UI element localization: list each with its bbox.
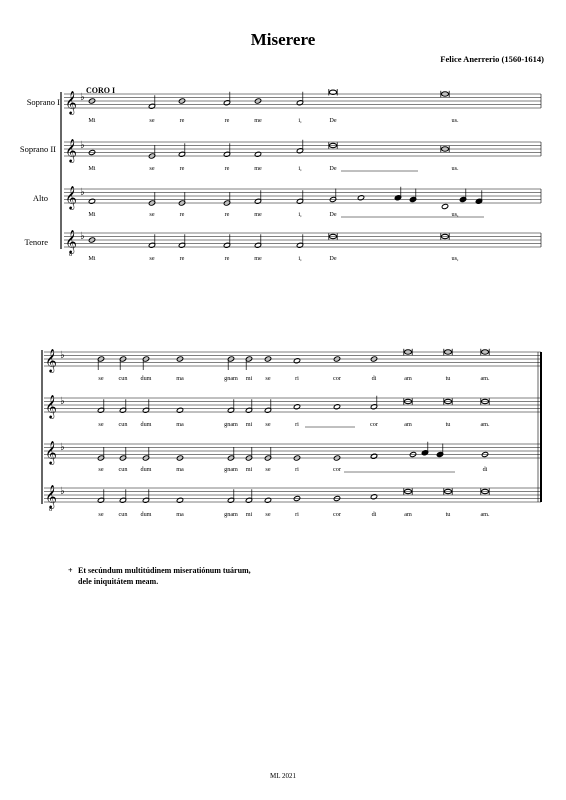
flat-key-signature: ♭ — [60, 350, 65, 361]
lyric-syllable: am — [404, 511, 412, 518]
whole-note — [357, 195, 364, 201]
lyric-syllable: us. — [451, 117, 459, 124]
half-note — [178, 192, 185, 206]
half-note — [223, 192, 230, 206]
treble-clef-icon: 𝄞 — [65, 185, 77, 209]
lyric-syllable: di — [482, 466, 488, 473]
treble-clef-icon: 𝄞 — [45, 484, 57, 508]
lyric-syllable: De — [329, 117, 337, 124]
lyric-syllable: cun — [118, 375, 128, 382]
quarter-note — [459, 189, 466, 203]
lyric-syllable: tu — [445, 375, 451, 382]
lyric-syllable: mi — [245, 375, 253, 382]
lyric-syllable: se — [265, 466, 271, 473]
half-note — [227, 356, 234, 370]
lyric-syllable: am. — [480, 421, 490, 428]
whole-note — [254, 151, 261, 157]
staff-system2-voice2 — [44, 398, 541, 412]
notehead — [293, 404, 300, 410]
notehead — [176, 407, 183, 413]
lyric-syllable: cun — [118, 466, 128, 473]
lyric-syllable: se — [149, 165, 155, 172]
breve-note — [329, 89, 337, 95]
lyric-syllable: us, — [451, 255, 459, 262]
half-note — [148, 145, 155, 159]
voice-label-soprano-2: Soprano II — [19, 144, 56, 154]
treble-clef-icon: 𝄞 — [65, 90, 77, 114]
verse-line-2: dele iniquitátem meam. — [78, 577, 159, 586]
flat-key-signature: ♭ — [80, 231, 85, 242]
lyric-syllable: cor — [333, 466, 341, 473]
half-note — [245, 356, 252, 370]
half-note — [97, 447, 104, 461]
lyric-syllable: se — [149, 211, 155, 218]
flat-key-signature: ♭ — [60, 442, 65, 453]
quarter-note — [436, 444, 443, 458]
lyric-syllable: gnam — [224, 466, 238, 473]
whole-note — [293, 404, 300, 410]
half-note — [245, 447, 252, 461]
treble-clef-icon: 𝄞 — [45, 394, 57, 418]
half-note — [119, 447, 126, 461]
whole-note — [370, 494, 377, 500]
lyric-syllable: mi — [245, 511, 253, 518]
lyric-syllable: dum — [140, 375, 152, 382]
voice-label-soprano-1: Soprano I — [26, 97, 60, 107]
lyric-syllable: i, — [298, 117, 302, 124]
lyric-syllable: se — [98, 466, 104, 473]
voice-label-alto: Alto — [32, 193, 48, 203]
notehead — [176, 497, 183, 503]
lyric-syllable: cor — [333, 511, 341, 518]
half-note — [227, 447, 234, 461]
page-title: Miserere — [250, 30, 316, 49]
half-note — [142, 447, 149, 461]
lyric-syllable: ri — [295, 375, 299, 382]
treble-clef-icon: 𝄞 — [65, 138, 77, 162]
lyric-syllable: am — [404, 375, 412, 382]
lyric-syllable: re — [179, 117, 185, 124]
lyric-syllable: De — [329, 211, 337, 218]
lyric-syllable: cun — [118, 511, 128, 518]
lyric-syllable: ma — [176, 466, 184, 473]
lyric-syllable: se — [98, 511, 104, 518]
notehead — [357, 195, 364, 201]
flat-key-signature: ♭ — [60, 396, 65, 407]
staff-system2-voice3 — [44, 444, 541, 458]
lyric-syllable: se — [265, 511, 271, 518]
lyric-syllable: dum — [140, 511, 152, 518]
lyric-syllable: di — [371, 375, 377, 382]
lyric-syllable: se — [265, 421, 271, 428]
treble-clef-icon: 𝄞 — [45, 348, 57, 372]
staff-system2-voice1 — [44, 352, 541, 366]
lyric-syllable: i, — [298, 211, 302, 218]
lyric-syllable: ri — [295, 421, 299, 428]
whole-note — [176, 407, 183, 413]
lyric-syllable: dum — [140, 466, 152, 473]
half-note — [148, 192, 155, 206]
whole-note — [293, 358, 300, 364]
octave-mark: 8 — [69, 252, 72, 258]
half-note — [97, 356, 104, 370]
lyric-syllable: Mi — [88, 165, 96, 172]
lyric-syllable: ma — [176, 375, 184, 382]
whole-note — [333, 404, 340, 410]
lyric-syllable: cun — [118, 421, 128, 428]
lyric-syllable: re — [179, 165, 185, 172]
flat-key-signature: ♭ — [60, 486, 65, 497]
lyric-syllable: mi — [245, 421, 253, 428]
lyric-syllable: Mi — [88, 211, 96, 218]
lyric-syllable: i, — [298, 255, 302, 262]
notehead — [441, 203, 448, 209]
lyric-syllable: Mi — [88, 255, 96, 262]
half-note — [329, 189, 336, 203]
lyric-syllable: se — [98, 375, 104, 382]
lyric-syllable: us, — [451, 211, 459, 218]
lyric-syllable: gnam — [224, 375, 238, 382]
whole-note — [88, 198, 95, 204]
lyric-syllable: re — [224, 255, 230, 262]
notehead — [370, 494, 377, 500]
whole-note — [370, 453, 377, 459]
flat-key-signature: ♭ — [80, 140, 85, 151]
lyric-syllable: se — [149, 255, 155, 262]
lyric-syllable: tu — [445, 421, 451, 428]
lyric-syllable: me — [254, 255, 262, 262]
lyric-syllable: ri — [295, 511, 299, 518]
verse-text — [68, 565, 251, 587]
lyric-syllable: Mi — [88, 117, 96, 124]
lyric-syllable: cor — [370, 421, 378, 428]
lyric-syllable: gnam — [224, 421, 238, 428]
lyric-syllable: De — [329, 165, 337, 172]
whole-note — [441, 203, 448, 209]
lyric-syllable: me — [254, 165, 262, 172]
half-note — [119, 356, 126, 370]
lyric-syllable: re — [224, 117, 230, 124]
composer-credit: Felice Anerrerio (1560-1614) — [440, 54, 544, 64]
verse-mark: + — [68, 566, 73, 575]
lyric-syllable: mi — [245, 466, 253, 473]
half-note — [264, 447, 271, 461]
half-note — [142, 356, 149, 370]
whole-note — [264, 497, 271, 503]
section-marker: CORO I — [86, 86, 116, 95]
lyric-syllable: ma — [176, 511, 184, 518]
lyric-syllable: am — [404, 421, 412, 428]
staff-system2-voice4 — [44, 488, 541, 502]
notehead — [293, 358, 300, 364]
lyric-syllable: re — [179, 255, 185, 262]
lyric-syllable: re — [179, 211, 185, 218]
lyric-syllable: cor — [333, 375, 341, 382]
notehead — [254, 151, 261, 157]
voice-label-tenore: Tenore — [24, 237, 48, 247]
lyric-syllable: se — [265, 375, 271, 382]
verse-line-1: Et secúndum multitúdinem miseratiónum tuárum, — [78, 566, 251, 575]
lyric-syllable: di — [371, 511, 377, 518]
lyric-syllable: gnam — [224, 511, 238, 518]
lyric-syllable: am. — [480, 511, 490, 518]
lyric-syllable: me — [254, 211, 262, 218]
quarter-note — [409, 189, 416, 203]
flat-key-signature: ♭ — [80, 92, 85, 103]
lyric-syllable: tu — [445, 511, 451, 518]
lyric-syllable: re — [224, 165, 230, 172]
treble-clef-icon: 𝄞 — [45, 440, 57, 464]
lyric-syllable: me — [254, 117, 262, 124]
lyric-syllable: us. — [451, 165, 459, 172]
lyric-syllable: i, — [298, 165, 302, 172]
lyric-syllable: De — [329, 255, 337, 262]
octave-mark: 8 — [49, 507, 52, 513]
footer-credit: ML 2021 — [270, 772, 296, 780]
notehead — [370, 453, 377, 459]
notehead — [88, 198, 95, 204]
notehead — [333, 404, 340, 410]
flat-key-signature: ♭ — [80, 187, 85, 198]
lyric-syllable: re — [224, 211, 230, 218]
lyric-syllable: dum — [140, 421, 152, 428]
lyric-syllable: ri — [295, 466, 299, 473]
lyric-syllable: am. — [480, 375, 490, 382]
whole-note — [176, 497, 183, 503]
lyric-syllable: se — [98, 421, 104, 428]
notehead — [264, 497, 271, 503]
treble-clef-icon: 𝄞 — [65, 229, 77, 253]
lyric-syllable: ma — [176, 421, 184, 428]
lyric-syllable: se — [149, 117, 155, 124]
